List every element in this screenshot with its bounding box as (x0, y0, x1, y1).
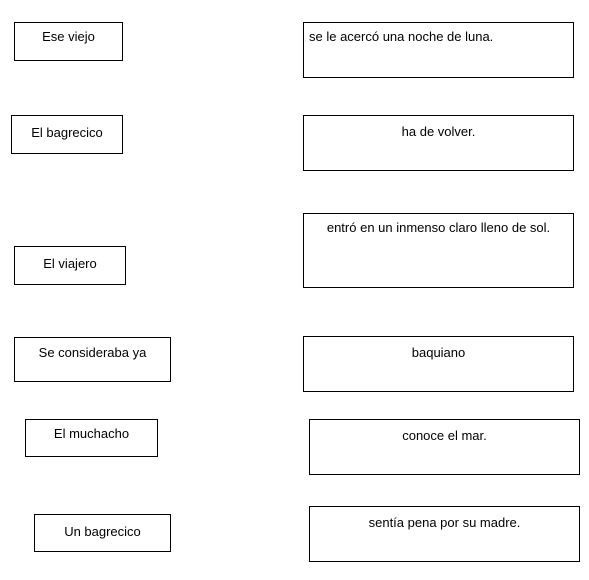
right-phrase-box[interactable] (303, 213, 574, 288)
left-phrase-text: El muchacho (53, 426, 130, 441)
right-phrase-text: ha de volver. (401, 124, 476, 139)
right-phrase-text: entró en un inmenso claro lleno de sol. (326, 220, 551, 235)
right-phrase-text: conoce el mar. (402, 428, 487, 443)
right-phrase-box[interactable] (309, 506, 580, 562)
left-phrase-box[interactable] (14, 337, 171, 382)
right-phrase-text: sentía pena por su madre. (368, 515, 521, 530)
left-phrase-box[interactable] (11, 115, 123, 154)
left-phrase-box[interactable] (14, 22, 123, 61)
left-phrase-text: El bagrecico (31, 125, 103, 140)
right-phrase-text: baquiano (411, 345, 466, 360)
right-phrase-text: se le acercó una noche de luna. (309, 29, 494, 44)
right-phrase-box[interactable] (303, 115, 574, 171)
right-phrase-box[interactable] (303, 22, 574, 78)
left-phrase-box[interactable] (34, 514, 171, 552)
left-phrase-box[interactable] (25, 419, 158, 457)
right-phrase-box[interactable] (303, 336, 574, 392)
left-phrase-text: El viajero (43, 256, 97, 271)
left-phrase-text: Se consideraba ya (38, 345, 147, 360)
left-phrase-text: Un bagrecico (64, 524, 141, 539)
right-phrase-box[interactable] (309, 419, 580, 475)
left-phrase-text: Ese viejo (42, 29, 95, 44)
left-phrase-box[interactable] (14, 246, 126, 285)
